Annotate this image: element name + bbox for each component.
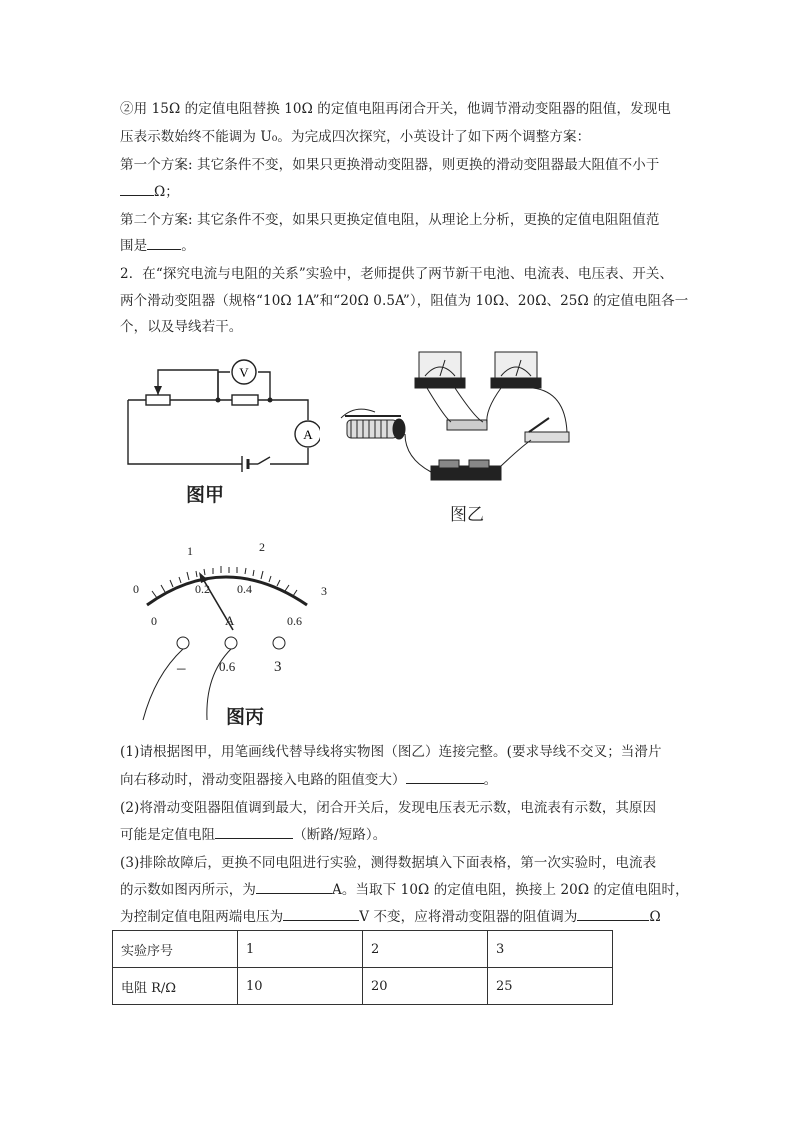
question-line — [120, 768, 497, 788]
blank-mid: V 不变，应将滑动变阻器的阻值调为 — [359, 909, 578, 925]
dial-bottom-label: 0.4 — [237, 582, 252, 596]
question-line — [120, 823, 386, 843]
figure-caption-jia: 图甲 — [186, 484, 225, 506]
dial-top-label: 1 — [187, 544, 193, 558]
voltmeter-label: V — [239, 365, 249, 380]
table-row — [113, 968, 613, 1005]
ammeter-device — [491, 352, 541, 388]
voltmeter-device — [415, 352, 465, 388]
paragraph-line: 压表示数始终不能调为 U₀。为完成四次探究，小英设计了如下两个调整方案： — [120, 129, 591, 145]
figure-caption-yi: 图乙 — [450, 505, 484, 525]
terminal-label: 3 — [274, 659, 282, 675]
paragraph-line: 第一个方案: 其它条件不变，如果只更换滑动变阻器，则更换的滑动变阻器最大阻值不小于 — [120, 157, 660, 173]
dial-top-label: 2 — [259, 540, 265, 554]
rheostat-device — [345, 416, 405, 439]
answer-blank[interactable] — [577, 908, 649, 921]
terminal-3 — [273, 637, 285, 649]
ammeter-label: A — [303, 427, 313, 442]
table-cell: 25 — [488, 968, 613, 1005]
answer-blank[interactable] — [406, 771, 484, 784]
blank-suffix: （断路/短路）。 — [293, 827, 387, 843]
blank-suffix: A。当取下 10Ω 的定值电阻，换接上 20Ω 的定值电阻时， — [332, 882, 689, 898]
ammeter-dial — [125, 535, 335, 725]
terminal-minus — [177, 637, 189, 649]
table-row — [113, 931, 613, 968]
blank-prefix: 向右移动时，滑动变阻器接入电路的阻值变大） — [120, 772, 406, 788]
dial-unit: A — [225, 613, 235, 628]
paragraph-line: ②用 15Ω 的定值电阻替换 10Ω 的定值电阻再闭合开关，他调节滑动变阻器的阻值，发现电 — [120, 101, 671, 117]
paragraph-line: 第二个方案: 其它条件不变，如果只更换定值电阻，从理论上分析，更换的定值电阻阻值范 — [120, 212, 660, 228]
figure-caption-bing: 图丙 — [226, 706, 265, 728]
dial-bottom-label: 0 — [151, 614, 157, 628]
terminal-label: – — [177, 658, 186, 677]
answer-blank[interactable] — [283, 908, 359, 921]
table-cell: 实验序号 — [113, 931, 238, 968]
question-line — [120, 878, 689, 898]
table-cell: 电阻 R/Ω — [113, 968, 238, 1005]
paragraph-line: 两个滑动变阻器（规格“10Ω 1A”和“20Ω 0.5A”），阻值为 10Ω、20Ω、25Ω 的定值电阻各一 — [120, 293, 689, 309]
blank-suffix: Ω； — [154, 184, 179, 200]
table-cell: 10 — [238, 968, 363, 1005]
blank-suffix: Ω — [649, 909, 661, 925]
rheostat-symbol — [146, 395, 170, 405]
table-cell: 1 — [238, 931, 363, 968]
blank-prefix: 围是 — [120, 238, 148, 254]
blank-prefix: 的示数如图丙所示，为 — [120, 882, 256, 898]
question-line — [120, 905, 661, 925]
question-line: (3)排除故障后，更换不同电阻进行实验，测得数据填入下面表格，第一次实验时，电流表 — [120, 855, 657, 871]
question-line: (2)将滑动变阻器阻值调到最大，闭合开关后，发现电压表无示数，电流表有示数，其原因 — [120, 800, 657, 816]
dial-ticks — [152, 566, 297, 598]
apparatus-photo — [335, 348, 585, 488]
paragraph-line: 个，以及导线若干。 — [120, 319, 243, 335]
question-line: (1)请根据图甲，用笔画线代替导线将实物图（图乙）连接完整。(要求导线不交叉；当滑片 — [120, 744, 662, 760]
answer-blank[interactable] — [215, 826, 293, 839]
answer-blank[interactable] — [120, 183, 154, 196]
resistor-symbol — [232, 395, 258, 405]
dial-bottom-label: 0.6 — [287, 614, 302, 628]
answer-blank[interactable] — [256, 881, 332, 894]
table-cell: 20 — [363, 968, 488, 1005]
circuit-diagram — [120, 352, 320, 477]
blank-suffix: 。 — [181, 238, 195, 254]
data-table — [112, 930, 613, 1005]
switch-device — [525, 418, 569, 442]
dial-top-label: 0 — [133, 582, 139, 596]
dial-top-label: 3 — [321, 584, 327, 598]
answer-blank[interactable] — [147, 237, 181, 250]
blank-suffix: 。 — [483, 772, 498, 788]
terminal-0-6 — [225, 637, 237, 649]
table-cell: 3 — [488, 931, 613, 968]
blank-prefix: 可能是定值电阻 — [120, 827, 216, 843]
resistor-device — [447, 420, 487, 430]
blank-prefix: 为控制定值电阻两端电压为 — [120, 909, 284, 925]
paragraph-line — [120, 180, 179, 200]
paragraph-line — [120, 234, 195, 254]
paragraph-line: 2．在“探究电流与电阻的关系”实验中，老师提供了两节新干电池、电流表、电压表、开关、 — [120, 266, 674, 282]
dial-bottom-label: 0.2 — [195, 582, 210, 596]
terminal-label: 0.6 — [219, 659, 236, 674]
table-cell: 2 — [363, 931, 488, 968]
